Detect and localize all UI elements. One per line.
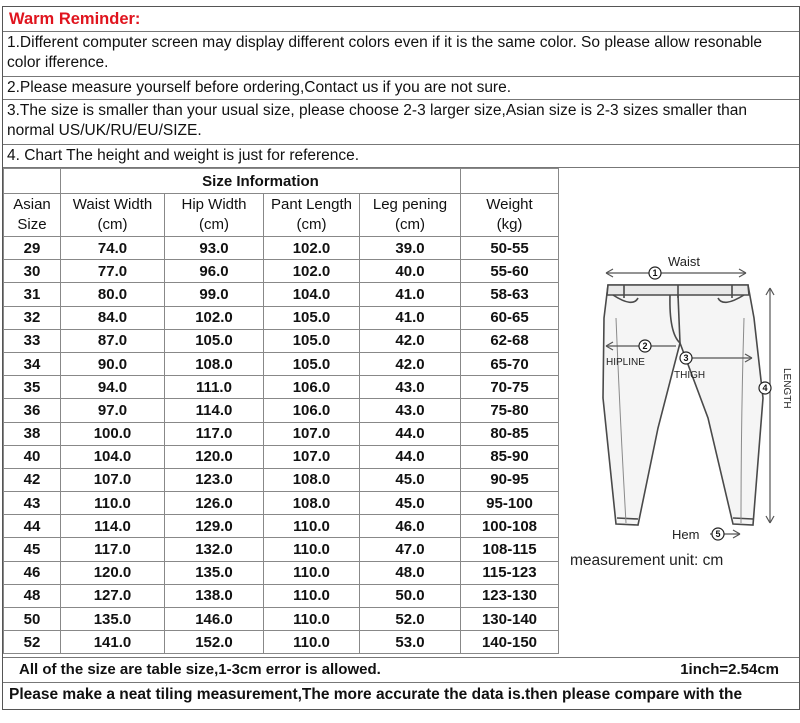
table-cell: 65-70 (461, 352, 559, 375)
table-footer (3, 658, 799, 683)
table-cell: 110.0 (264, 631, 360, 654)
table-cell: 36 (4, 399, 61, 422)
table-cell: 110.0 (264, 515, 360, 538)
marker-1-number: 1 (652, 268, 658, 278)
length-label: LENGTH (781, 368, 792, 409)
table-cell: 99.0 (165, 283, 264, 306)
column-header (360, 194, 461, 237)
size-table (3, 168, 559, 654)
table-cell: 38 (4, 422, 61, 445)
table-cell: 107.0 (61, 468, 165, 491)
note-2: 2.Please measure yourself before ordering,Contact us if you are not sure. (3, 77, 799, 100)
table-cell: 47.0 (360, 538, 461, 561)
column-header-unit: (cm) (97, 216, 128, 233)
column-header-unit: Size (17, 216, 47, 233)
table-cell: 33 (4, 329, 61, 352)
table-cell: 60-65 (461, 306, 559, 329)
column-header (4, 194, 61, 237)
table-cell: 50-55 (461, 237, 559, 260)
table-cell: 105.0 (264, 329, 360, 352)
table-cell: 32 (4, 306, 61, 329)
table-cell: 108.0 (264, 492, 360, 515)
table-row (4, 422, 559, 445)
table-cell: 129.0 (165, 515, 264, 538)
table-cell: 43.0 (360, 399, 461, 422)
table-cell: 105.0 (165, 329, 264, 352)
table-cell: 110.0 (264, 608, 360, 631)
header-blank-right (461, 169, 559, 194)
column-header (264, 194, 360, 237)
column-header-unit: (cm) (395, 216, 425, 233)
table-cell: 29 (4, 237, 61, 260)
column-header-title: Weight (486, 196, 533, 213)
column-header-title: Leg pening (372, 196, 448, 213)
table-row (4, 561, 559, 584)
table-cell: 132.0 (165, 538, 264, 561)
inch-conversion-note: 1inch=2.54cm (680, 661, 779, 678)
pants-diagram (558, 168, 799, 657)
table-cell: 138.0 (165, 584, 264, 607)
table-row (4, 260, 559, 283)
column-header (61, 194, 165, 237)
measurement-unit-note: measurement unit: cm (570, 552, 724, 569)
table-cell: 31 (4, 283, 61, 306)
marker-3-number: 3 (683, 353, 689, 363)
pants-illustration (558, 168, 799, 548)
table-cell: 43 (4, 492, 61, 515)
table-cell: 107.0 (264, 445, 360, 468)
table-cell: 45.0 (360, 468, 461, 491)
column-header-unit: (cm) (199, 216, 229, 233)
table-cell: 102.0 (264, 237, 360, 260)
marker-2-number: 2 (642, 341, 648, 351)
size-section (3, 168, 799, 658)
table-row (4, 492, 559, 515)
table-cell: 77.0 (61, 260, 165, 283)
table-row (4, 237, 559, 260)
table-cell: 135.0 (61, 608, 165, 631)
table-cell: 114.0 (165, 399, 264, 422)
size-chart-sheet (2, 6, 800, 710)
note-4: 4. Chart The height and weight is just for reference. (3, 145, 799, 168)
table-cell: 120.0 (165, 445, 264, 468)
table-cell: 44 (4, 515, 61, 538)
table-cell: 135.0 (165, 561, 264, 584)
table-cell: 41.0 (360, 306, 461, 329)
table-cell: 42.0 (360, 329, 461, 352)
table-row (4, 608, 559, 631)
table-row (4, 515, 559, 538)
table-cell: 108-115 (461, 538, 559, 561)
tiling-measurement-note: Please make a neat tiling measurement,The more accurate the data is.then please compare with the (9, 686, 743, 703)
table-cell: 102.0 (165, 306, 264, 329)
thigh-label: THIGH (674, 370, 706, 381)
marker-4-number: 4 (762, 383, 768, 393)
table-cell: 46 (4, 561, 61, 584)
column-header-unit: (cm) (296, 216, 327, 233)
table-cell: 100-108 (461, 515, 559, 538)
table-cell: 55-60 (461, 260, 559, 283)
table-cell: 130-140 (461, 608, 559, 631)
table-cell: 39.0 (360, 237, 461, 260)
table-cell: 42 (4, 468, 61, 491)
table-cell: 110.0 (264, 561, 360, 584)
table-cell: 117.0 (165, 422, 264, 445)
table-cell: 127.0 (61, 584, 165, 607)
table-row (4, 468, 559, 491)
table-cell: 105.0 (264, 352, 360, 375)
table-cell: 90.0 (61, 352, 165, 375)
table-cell: 111.0 (165, 376, 264, 399)
table-cell: 46.0 (360, 515, 461, 538)
table-cell: 75-80 (461, 399, 559, 422)
table-cell: 30 (4, 260, 61, 283)
column-header-unit: (kg) (496, 216, 523, 233)
table-cell: 106.0 (264, 399, 360, 422)
table-cell: 107.0 (264, 422, 360, 445)
table-cell: 108.0 (165, 352, 264, 375)
table-cell: 126.0 (165, 492, 264, 515)
table-cell: 70-75 (461, 376, 559, 399)
table-cell: 93.0 (165, 237, 264, 260)
table-cell: 80.0 (61, 283, 165, 306)
table-cell: 141.0 (61, 631, 165, 654)
column-header (461, 194, 559, 237)
table-cell: 120.0 (61, 561, 165, 584)
table-cell: 34 (4, 352, 61, 375)
table-cell: 41.0 (360, 283, 461, 306)
table-row (4, 283, 559, 306)
table-cell: 84.0 (61, 306, 165, 329)
table-cell: 40.0 (360, 260, 461, 283)
table-cell: 58-63 (461, 283, 559, 306)
table-cell: 48.0 (360, 561, 461, 584)
table-row (4, 329, 559, 352)
table-cell: 40 (4, 445, 61, 468)
table-cell: 62-68 (461, 329, 559, 352)
table-cell: 44.0 (360, 422, 461, 445)
note-1: 1.Different computer screen may display different colors even if it is the same color. So please allow resonable color ifference. (3, 32, 799, 77)
table-row (4, 376, 559, 399)
table-row (4, 399, 559, 422)
table-cell: 110.0 (264, 584, 360, 607)
table-cell: 104.0 (264, 283, 360, 306)
table-cell: 87.0 (61, 329, 165, 352)
column-header-title: Pant Length (271, 196, 352, 213)
table-cell: 94.0 (61, 376, 165, 399)
table-row (4, 631, 559, 654)
table-cell: 140-150 (461, 631, 559, 654)
table-cell: 50 (4, 608, 61, 631)
table-cell: 52.0 (360, 608, 461, 631)
table-cell: 35 (4, 376, 61, 399)
table-cell: 104.0 (61, 445, 165, 468)
table-cell: 80-85 (461, 422, 559, 445)
table-cell: 110.0 (264, 538, 360, 561)
table-cell: 123-130 (461, 584, 559, 607)
table-cell: 85-90 (461, 445, 559, 468)
table-cell: 117.0 (61, 538, 165, 561)
table-cell: 105.0 (264, 306, 360, 329)
table-cell: 52 (4, 631, 61, 654)
error-allowance-note: All of the size are table size,1-3cm error is allowed. (19, 661, 381, 678)
column-header (165, 194, 264, 237)
column-header-title: Hip Width (181, 196, 247, 213)
table-row (4, 352, 559, 375)
table-cell: 50.0 (360, 584, 461, 607)
hem-label: Hem (672, 527, 700, 542)
table-cell: 48 (4, 584, 61, 607)
column-header-title: Waist Width (72, 196, 153, 213)
table-cell: 97.0 (61, 399, 165, 422)
table-cell: 74.0 (61, 237, 165, 260)
table-row (4, 445, 559, 468)
table-cell: 43.0 (360, 376, 461, 399)
waist-label: Waist (668, 254, 701, 269)
table-row (4, 584, 559, 607)
table-cell: 108.0 (264, 468, 360, 491)
size-information-header: Size Information (61, 169, 461, 194)
table-cell: 102.0 (264, 260, 360, 283)
table-cell: 106.0 (264, 376, 360, 399)
table-cell: 115-123 (461, 561, 559, 584)
table-cell: 45.0 (360, 492, 461, 515)
table-cell: 152.0 (165, 631, 264, 654)
table-cell: 110.0 (61, 492, 165, 515)
warm-reminder-title: Warm Reminder: (3, 7, 799, 32)
table-cell: 114.0 (61, 515, 165, 538)
table-cell: 90-95 (461, 468, 559, 491)
table-cell: 100.0 (61, 422, 165, 445)
table-cell: 146.0 (165, 608, 264, 631)
marker-5-number: 5 (715, 529, 721, 539)
table-cell: 53.0 (360, 631, 461, 654)
table-cell: 96.0 (165, 260, 264, 283)
column-header-title: Asian (13, 196, 51, 213)
table-row (4, 306, 559, 329)
table-cell: 42.0 (360, 352, 461, 375)
table-cell: 95-100 (461, 492, 559, 515)
hipline-label: HIPLINE (606, 357, 645, 368)
table-cell: 44.0 (360, 445, 461, 468)
table-row (4, 538, 559, 561)
note-3: 3.The size is smaller than your usual size, please choose 2-3 larger size,Asian size is 2-3 sizes smaller than normal US/UK/RU/EU/SIZE. (3, 100, 799, 145)
table-cell: 123.0 (165, 468, 264, 491)
table-cell: 45 (4, 538, 61, 561)
header-blank (4, 169, 61, 194)
